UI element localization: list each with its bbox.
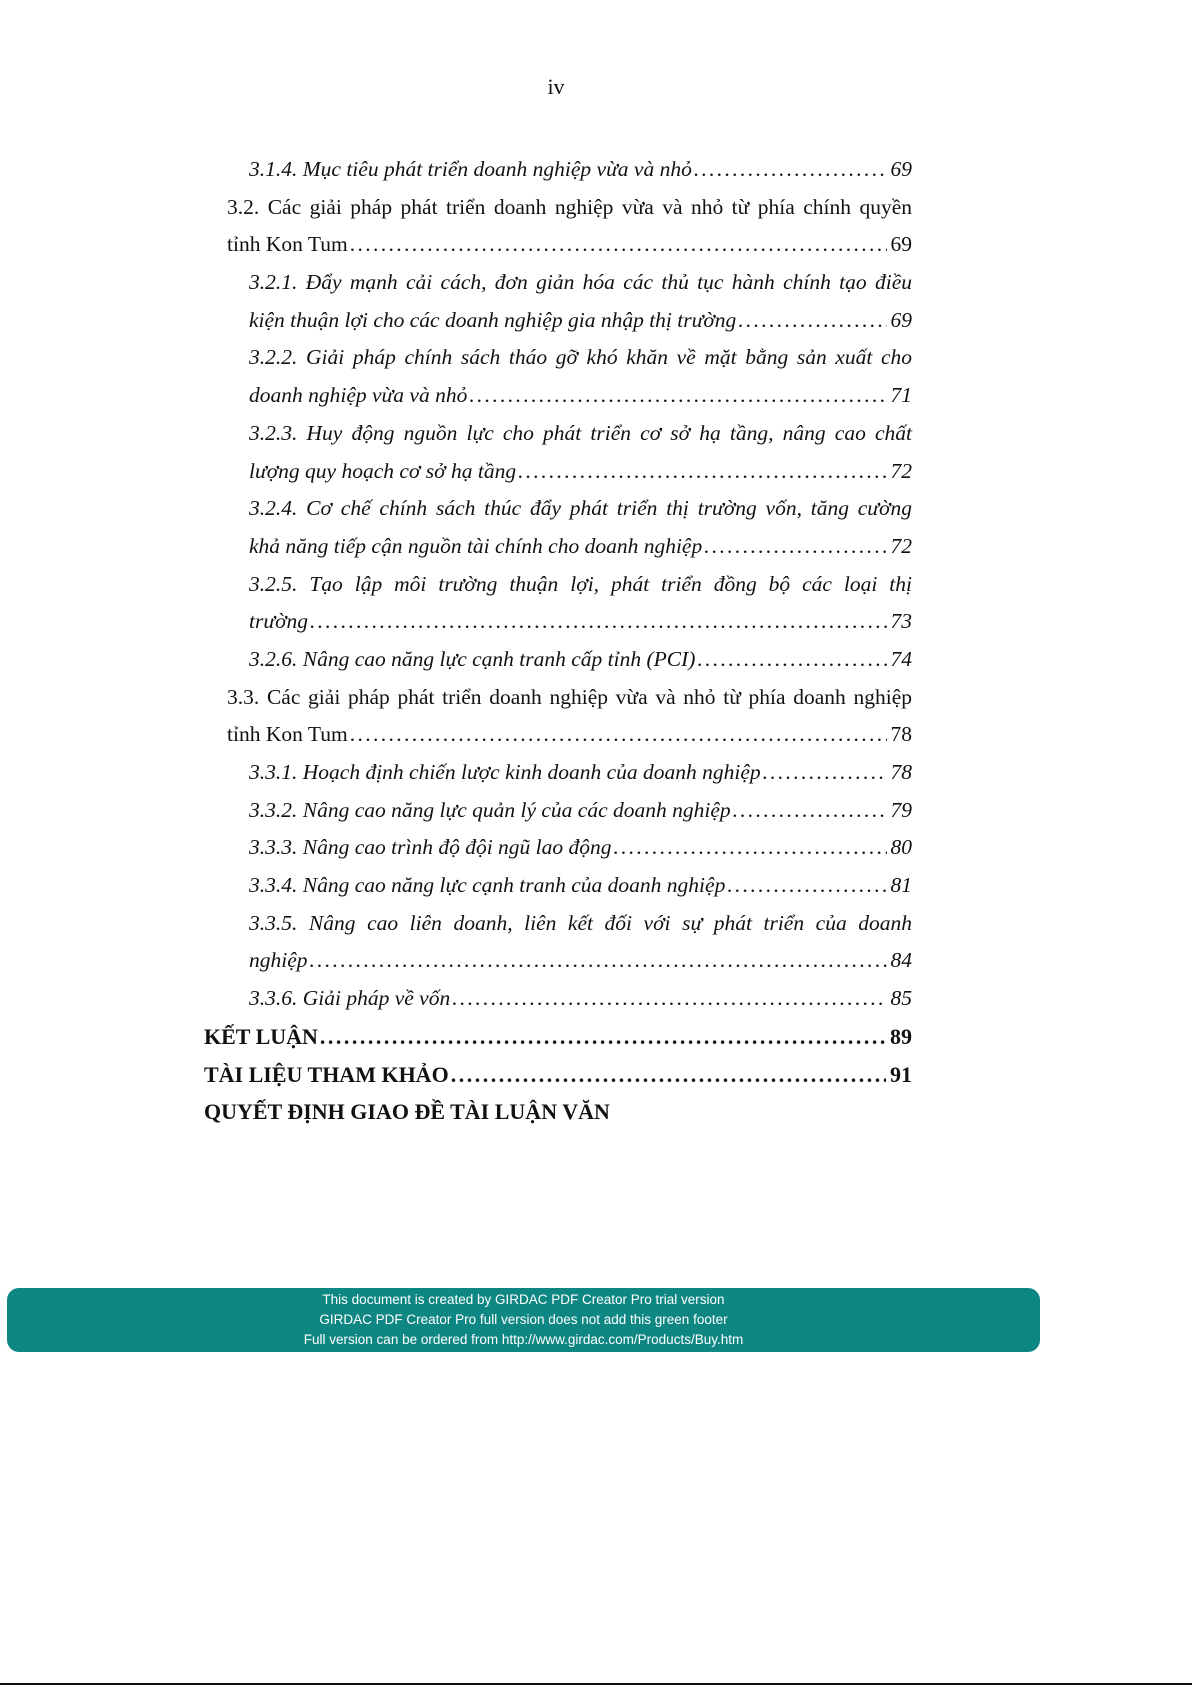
toc-page-number: 73 — [890, 609, 912, 634]
toc-page-number: 72 — [890, 533, 912, 558]
toc-entry-e321-wrap — [204, 264, 912, 302]
toc-entry-title: 3.3.6. Giải pháp về vốn — [249, 986, 451, 1011]
footer-line-2: GIRDAC PDF Creator Pro full version does not add this green footer — [319, 1312, 728, 1327]
toc-entry-title: 3.3.3. Nâng cao trình độ đội ngũ lao động — [249, 835, 612, 860]
trial-watermark-footer — [7, 1288, 1040, 1352]
toc-entry-title: 3.3. Các giải pháp phát triển doanh nghiệp vừa và nhỏ từ phía doanh nghiệp — [227, 684, 912, 709]
toc-entry-e32 — [204, 226, 912, 264]
toc-page-number: 89 — [890, 1023, 912, 1049]
toc-entry-title: TÀI LIỆU THAM KHẢO — [204, 1061, 449, 1087]
toc-entry-title: 3.3.4. Nâng cao năng lực cạnh tranh của doanh nghiệp — [249, 873, 726, 898]
toc-dot-leader — [350, 716, 887, 754]
toc-dot-leader — [469, 377, 886, 415]
toc-entry-title: QUYẾT ĐỊNH GIAO ĐỀ TÀI LUẬN VĂN — [204, 1099, 610, 1125]
toc-entry-e322 — [204, 377, 912, 415]
toc-page-number: 71 — [890, 383, 912, 408]
toc-entry-e323-wrap — [204, 415, 912, 453]
toc-dot-leader — [614, 829, 887, 867]
toc-page-number: 84 — [890, 948, 912, 973]
toc-entry-e32-wrap — [204, 189, 912, 227]
toc-entry-e332 — [204, 792, 912, 830]
toc-entry-e321 — [204, 302, 912, 340]
toc-entry-title: lượng quy hoạch cơ sở hạ tầng — [249, 458, 517, 483]
toc-entry-e325-wrap — [204, 566, 912, 604]
toc-entry-title: trường — [249, 609, 309, 634]
toc-entry-title: KẾT LUẬN — [204, 1023, 318, 1049]
toc-dot-leader — [320, 1018, 886, 1056]
toc-entry-title: 3.2.2. Giải pháp chính sách tháo gỡ khó khăn về mặt bằng sản xuất cho — [249, 345, 912, 370]
toc-entry-title: doanh nghiệp vừa và nhỏ — [249, 383, 468, 408]
toc-entry-e325 — [204, 603, 912, 641]
toc-entry-e323 — [204, 453, 912, 491]
toc-page-number: 81 — [890, 873, 912, 898]
toc-entry-e33 — [204, 716, 912, 754]
toc-entry-qd — [204, 1093, 912, 1131]
toc-entry-title: 3.1.4. Mục tiêu phát triển doanh nghiệp vừa và nhỏ — [249, 157, 692, 181]
toc-entry-e324-wrap — [204, 490, 912, 528]
toc-entry-e335 — [204, 942, 912, 980]
toc-entry-title: 3.3.1. Hoạch định chiến lược kinh doanh của doanh nghiệp — [249, 760, 761, 784]
toc-entry-e326 — [204, 641, 912, 679]
toc-dot-leader — [704, 528, 886, 566]
toc-entry-title: 3.2.6. Nâng cao năng lực cạnh tranh cấp tỉnh (PCI) — [249, 646, 696, 671]
toc-entry-title: nghiệp — [249, 948, 308, 973]
toc-entry-e324 — [204, 528, 912, 566]
toc-dot-leader — [738, 302, 886, 340]
toc-entry-e331 — [204, 754, 912, 792]
toc-page-number: 78 — [890, 722, 912, 747]
toc-entry-title: 3.2.5. Tạo lập môi trường thuận lợi, phát triển đồng bộ các loại thị — [249, 571, 912, 596]
toc-dot-leader — [310, 603, 886, 641]
toc-page-number: 69 — [890, 157, 912, 181]
toc-entry-e336 — [204, 980, 912, 1018]
footer-line-1: This document is created by GIRDAC PDF Creator Pro trial version — [322, 1292, 725, 1307]
toc-entry-title: 3.2. Các giải pháp phát triển doanh nghiệp vừa và nhỏ từ phía chính quyền — [227, 194, 912, 219]
toc-dot-leader — [697, 641, 886, 679]
toc-entry-e335-wrap — [204, 905, 912, 943]
toc-entry-ket — [204, 1018, 912, 1056]
toc-dot-leader — [310, 942, 887, 980]
toc-dot-leader — [350, 226, 887, 264]
toc-entry-title: tỉnh Kon Tum — [227, 722, 348, 747]
toc-entry-e322-wrap — [204, 339, 912, 377]
toc-entry-title: 3.3.2. Nâng cao năng lực quản lý của các doanh nghiệp — [249, 797, 731, 822]
footer-line-3: Full version can be ordered from http://www.girdac.com/Products/Buy.htm — [303, 1332, 744, 1347]
table-of-contents — [204, 151, 912, 1131]
toc-entry-title: 3.2.3. Huy động nguồn lực cho phát triển cơ sở hạ tầng, nâng cao chất — [249, 420, 912, 445]
toc-entry-tlt — [204, 1056, 912, 1094]
toc-entry-e333 — [204, 829, 912, 867]
toc-entry-title: tỉnh Kon Tum — [227, 232, 348, 257]
toc-dot-leader — [452, 980, 886, 1018]
toc-dot-leader — [518, 453, 886, 491]
toc-dot-leader — [727, 867, 886, 905]
toc-dot-leader — [763, 754, 887, 792]
toc-entry-title: 3.2.1. Đẩy mạnh cải cách, đơn giản hóa các thủ tục hành chính tạo điều — [249, 270, 912, 295]
toc-entry-title: khả năng tiếp cận nguồn tài chính cho doanh nghiệp — [249, 533, 703, 558]
toc-entry-title: 3.2.4. Cơ chế chính sách thúc đẩy phát triển thị trường vốn, tăng cường — [249, 496, 912, 521]
toc-page-number: 69 — [890, 307, 912, 332]
toc-page-number: 74 — [890, 646, 912, 671]
toc-page-number: 69 — [890, 232, 912, 257]
toc-page-number: 80 — [890, 835, 912, 860]
toc-page-number: 91 — [890, 1061, 912, 1087]
toc-dot-leader — [694, 151, 887, 189]
page-number: iv — [547, 74, 565, 99]
toc-entry-title: 3.3.5. Nâng cao liên doanh, liên kết đối với sự phát triển của doanh — [249, 910, 912, 935]
toc-page-number: 78 — [890, 760, 912, 784]
toc-entry-title: kiện thuận lợi cho các doanh nghiệp gia nhập thị trường — [249, 307, 737, 332]
toc-page-number: 85 — [890, 986, 912, 1011]
toc-dot-leader — [733, 792, 887, 830]
toc-entry-e334 — [204, 867, 912, 905]
toc-page-number: 79 — [890, 797, 912, 822]
toc-entry-e314 — [204, 151, 912, 189]
toc-entry-e33-wrap — [204, 679, 912, 717]
toc-dot-leader — [451, 1056, 886, 1094]
toc-page-number: 72 — [890, 458, 912, 483]
